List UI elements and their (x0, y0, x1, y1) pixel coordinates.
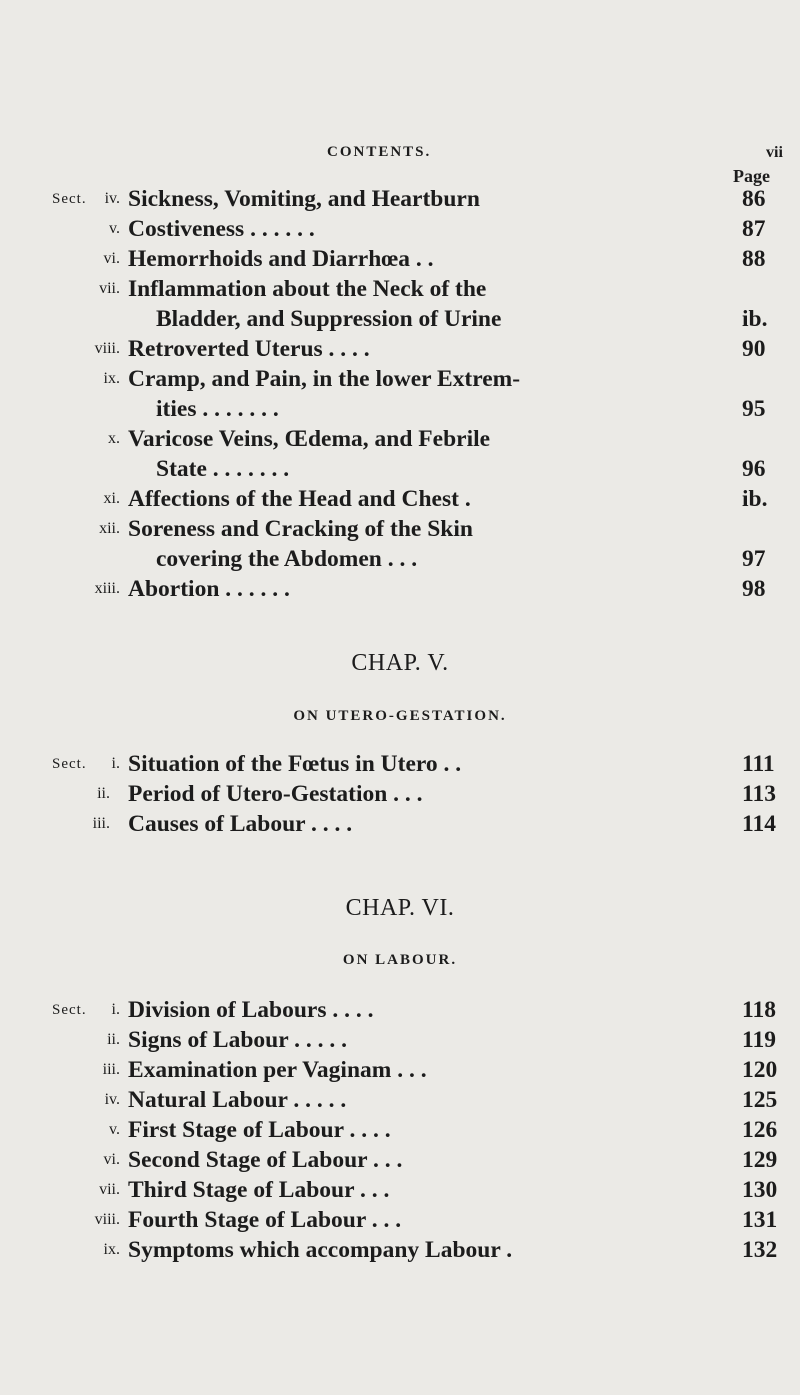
toc-block-chapter-four (0, 184, 800, 604)
entry-page: 90 (742, 336, 766, 362)
entry-page: 125 (742, 1087, 778, 1113)
entry-title: Examination per Vaginam . . . (128, 1057, 427, 1083)
running-head (0, 144, 800, 174)
entry-title-continuation: State . . . . . . . (156, 456, 290, 482)
toc-entry (0, 514, 800, 574)
entry-page: 130 (742, 1177, 778, 1203)
toc-entry (0, 1025, 800, 1055)
toc-entry (0, 244, 800, 274)
toc-entry (0, 574, 800, 604)
entry-page: 132 (742, 1237, 778, 1263)
section-number: iii. (102, 1061, 120, 1078)
section-number: iv. (104, 190, 120, 207)
entry-page: ib. (742, 486, 768, 512)
toc-entry (0, 1145, 800, 1175)
entry-title-line: Varicose Veins, Œdema, and Febrile (128, 426, 491, 452)
toc-entry (0, 779, 800, 809)
running-head-title: CONTENTS. (327, 144, 432, 160)
entry-title: Division of Labours . . . . (128, 997, 374, 1023)
entry-page: 129 (742, 1147, 778, 1173)
section-number: x. (108, 430, 120, 447)
sect-label: Sect. (52, 191, 87, 207)
toc-block-chapter-five (0, 749, 800, 839)
entry-page: 126 (742, 1117, 778, 1143)
entry-title: Symptoms which accompany Labour . (128, 1237, 513, 1263)
section-number: viii. (94, 340, 120, 357)
entry-title: Abortion . . . . . . (128, 576, 290, 602)
section-number: ii. (107, 1031, 120, 1048)
entry-title-continuation: ities . . . . . . . (156, 396, 279, 422)
entry-page: 131 (742, 1207, 778, 1233)
entry-page: 87 (742, 216, 766, 242)
toc-entry (0, 184, 800, 214)
entry-page: 114 (742, 811, 776, 837)
entry-title-continuation: covering the Abdomen . . . (156, 546, 418, 572)
section-number: v. (109, 220, 120, 237)
toc-entry (0, 274, 800, 334)
section-number: iv. (104, 1091, 120, 1108)
toc-entry (0, 214, 800, 244)
entry-title (128, 364, 728, 424)
entry-page: 86 (742, 186, 766, 212)
section-number: xi. (103, 490, 120, 507)
entry-page: 97 (742, 546, 766, 572)
entry-title (128, 514, 728, 574)
section-number: i. (111, 1001, 120, 1018)
toc-entry (0, 1175, 800, 1205)
toc-entry (0, 809, 800, 839)
entry-page: 119 (742, 1027, 776, 1053)
entry-page: 111 (742, 751, 775, 777)
entry-title: First Stage of Labour . . . . (128, 1117, 391, 1143)
section-number: v. (109, 1121, 120, 1138)
chapter-five-subheading: ON UTERO-GESTATION. (293, 708, 507, 724)
toc-block-chapter-six (0, 995, 800, 1265)
entry-title: Affections of the Head and Chest . (128, 486, 471, 512)
page-column-label: Page (733, 166, 770, 186)
entry-page: 113 (742, 781, 776, 807)
entry-page: 88 (742, 246, 766, 272)
toc-entry (0, 1085, 800, 1115)
entry-title-continuation: Bladder, and Suppression of Urine (156, 306, 502, 332)
page-folio: vii (766, 144, 783, 161)
entry-title: Third Stage of Labour . . . (128, 1177, 390, 1203)
toc-entry (0, 424, 800, 484)
toc-entry (0, 484, 800, 514)
toc-entry (0, 1235, 800, 1265)
section-number: ix. (103, 370, 120, 387)
entry-page: 120 (742, 1057, 778, 1083)
entry-title (128, 424, 728, 484)
section-number: ix. (103, 1241, 120, 1258)
entry-title-line: Cramp, and Pain, in the lower Extrem- (128, 366, 521, 392)
entry-title: Hemorrhoids and Diarrhœa . . (128, 246, 434, 272)
section-number: vi. (103, 250, 120, 267)
toc-entry (0, 995, 800, 1025)
entry-page: 118 (742, 997, 776, 1023)
section-number: viii. (94, 1211, 120, 1228)
entry-page: 96 (742, 456, 766, 482)
toc-entry (0, 1205, 800, 1235)
section-number: vii. (99, 280, 120, 297)
entry-title: Signs of Labour . . . . . (128, 1027, 347, 1053)
entry-page: 98 (742, 576, 766, 602)
section-number: xiii. (94, 580, 120, 597)
entry-title (128, 274, 728, 334)
entry-title: Retroverted Uterus . . . . (128, 336, 370, 362)
entry-title: Period of Utero-Gestation . . . (128, 781, 423, 807)
section-number: vii. (99, 1181, 120, 1198)
entry-title: Causes of Labour . . . . (128, 811, 353, 837)
entry-title: Natural Labour . . . . . (128, 1087, 347, 1113)
toc-entry (0, 364, 800, 424)
toc-entry (0, 334, 800, 364)
entry-title: Fourth Stage of Labour . . . (128, 1207, 402, 1233)
section-number: ii. (97, 785, 110, 802)
entry-page: 95 (742, 396, 766, 422)
entry-title-line: Inflammation about the Neck of the (128, 276, 487, 302)
section-number: xii. (99, 520, 120, 537)
toc-entry (0, 1115, 800, 1145)
entry-page: ib. (742, 306, 768, 332)
entry-title: Costiveness . . . . . . (128, 216, 315, 242)
entry-title: Situation of the Fœtus in Utero . . (128, 751, 462, 777)
sect-label: Sect. (52, 756, 87, 772)
chapter-six-subheading: ON LABOUR. (342, 952, 458, 968)
section-number: i. (111, 755, 120, 772)
sect-label: Sect. (52, 1002, 87, 1018)
entry-title: Sickness, Vomiting, and Heartburn (128, 186, 480, 212)
chapter-six-heading: CHAP. VI. (345, 895, 455, 921)
section-number: iii. (92, 815, 110, 832)
section-number: vi. (103, 1151, 120, 1168)
entry-title-line: Soreness and Cracking of the Skin (128, 516, 473, 542)
toc-entry (0, 1055, 800, 1085)
chapter-five-heading: CHAP. V. (351, 650, 449, 676)
toc-entry (0, 749, 800, 779)
entry-title: Second Stage of Labour . . . (128, 1147, 403, 1173)
